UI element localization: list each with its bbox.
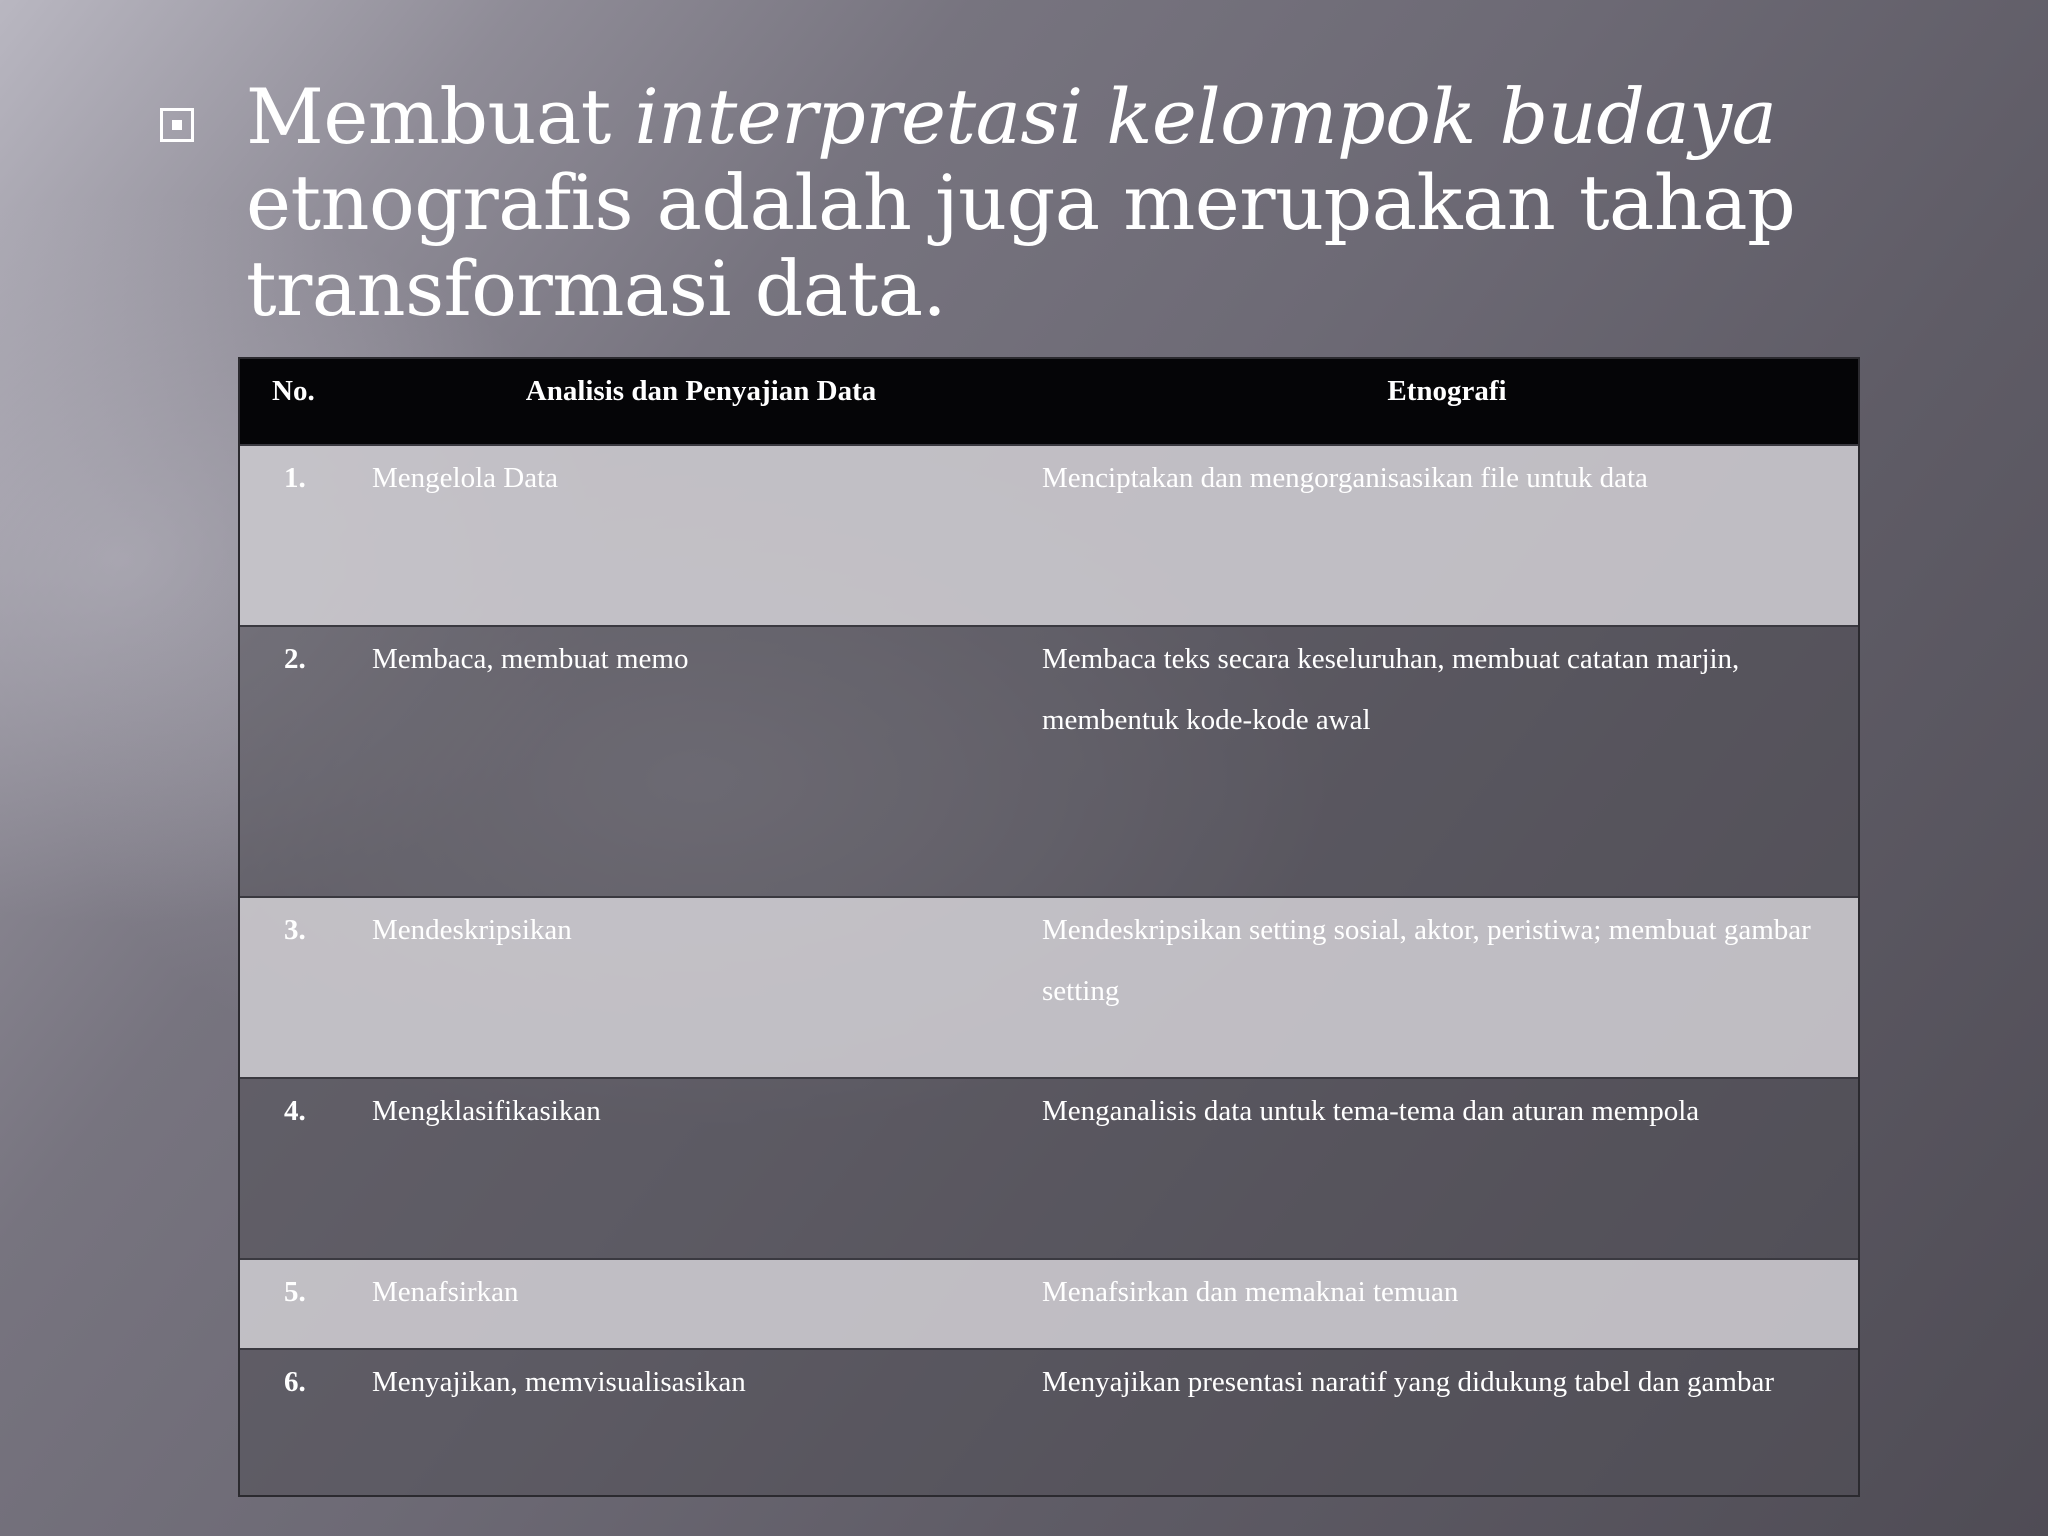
cell-ethnography: Membaca teks secara keseluruhan, membuat catatan marjin, membentuk kode-kode awal — [1036, 626, 1858, 897]
cell-ethnography: Menciptakan dan mengorganisasikan file untuk data — [1036, 445, 1858, 626]
cell-no: 1. — [240, 445, 366, 626]
title-italic-phrase: interpretasi kelompok budaya — [634, 72, 1777, 161]
table-row — [240, 626, 1858, 897]
table-header-row — [240, 359, 1858, 445]
cell-analysis: Menyajikan, memvisualisasikan — [366, 1349, 1036, 1495]
cell-ethnography: Menafsirkan dan memaknai temuan — [1036, 1259, 1858, 1349]
cell-ethnography: Menyajikan presentasi naratif yang didukung tabel dan gambar — [1036, 1349, 1858, 1495]
header-no: No. — [240, 359, 366, 445]
cell-analysis: Membaca, membuat memo — [366, 626, 1036, 897]
table-row — [240, 445, 1858, 626]
table-row — [240, 897, 1858, 1078]
cell-no: 6. — [240, 1349, 366, 1495]
table-row — [240, 1259, 1858, 1349]
cell-no: 2. — [240, 626, 366, 897]
title-part-3: etnografis adalah juga merupakan tahap transformasi data. — [246, 158, 1796, 333]
analysis-table — [238, 357, 1860, 1497]
slide-title-block — [160, 74, 2000, 332]
cell-analysis: Mengelola Data — [366, 445, 1036, 626]
title-part-1: Membuat — [246, 72, 635, 161]
cell-no: 4. — [240, 1078, 366, 1259]
cell-analysis: Mendeskripsikan — [366, 897, 1036, 1078]
cell-ethnography: Mendeskripsikan setting sosial, aktor, peristiwa; membuat gambar setting — [1036, 897, 1858, 1078]
cell-no: 5. — [240, 1259, 366, 1349]
cell-analysis: Mengklasifikasikan — [366, 1078, 1036, 1259]
cell-analysis: Menafsirkan — [366, 1259, 1036, 1349]
slide-title — [246, 74, 2000, 332]
square-bullet-icon — [160, 108, 194, 142]
table-row — [240, 1349, 1858, 1495]
cell-no: 3. — [240, 897, 366, 1078]
header-analysis: Analisis dan Penyajian Data — [366, 359, 1036, 445]
table-row — [240, 1078, 1858, 1259]
cell-ethnography: Menganalisis data untuk tema-tema dan aturan mempola — [1036, 1078, 1858, 1259]
header-ethnography: Etnografi — [1036, 359, 1858, 445]
